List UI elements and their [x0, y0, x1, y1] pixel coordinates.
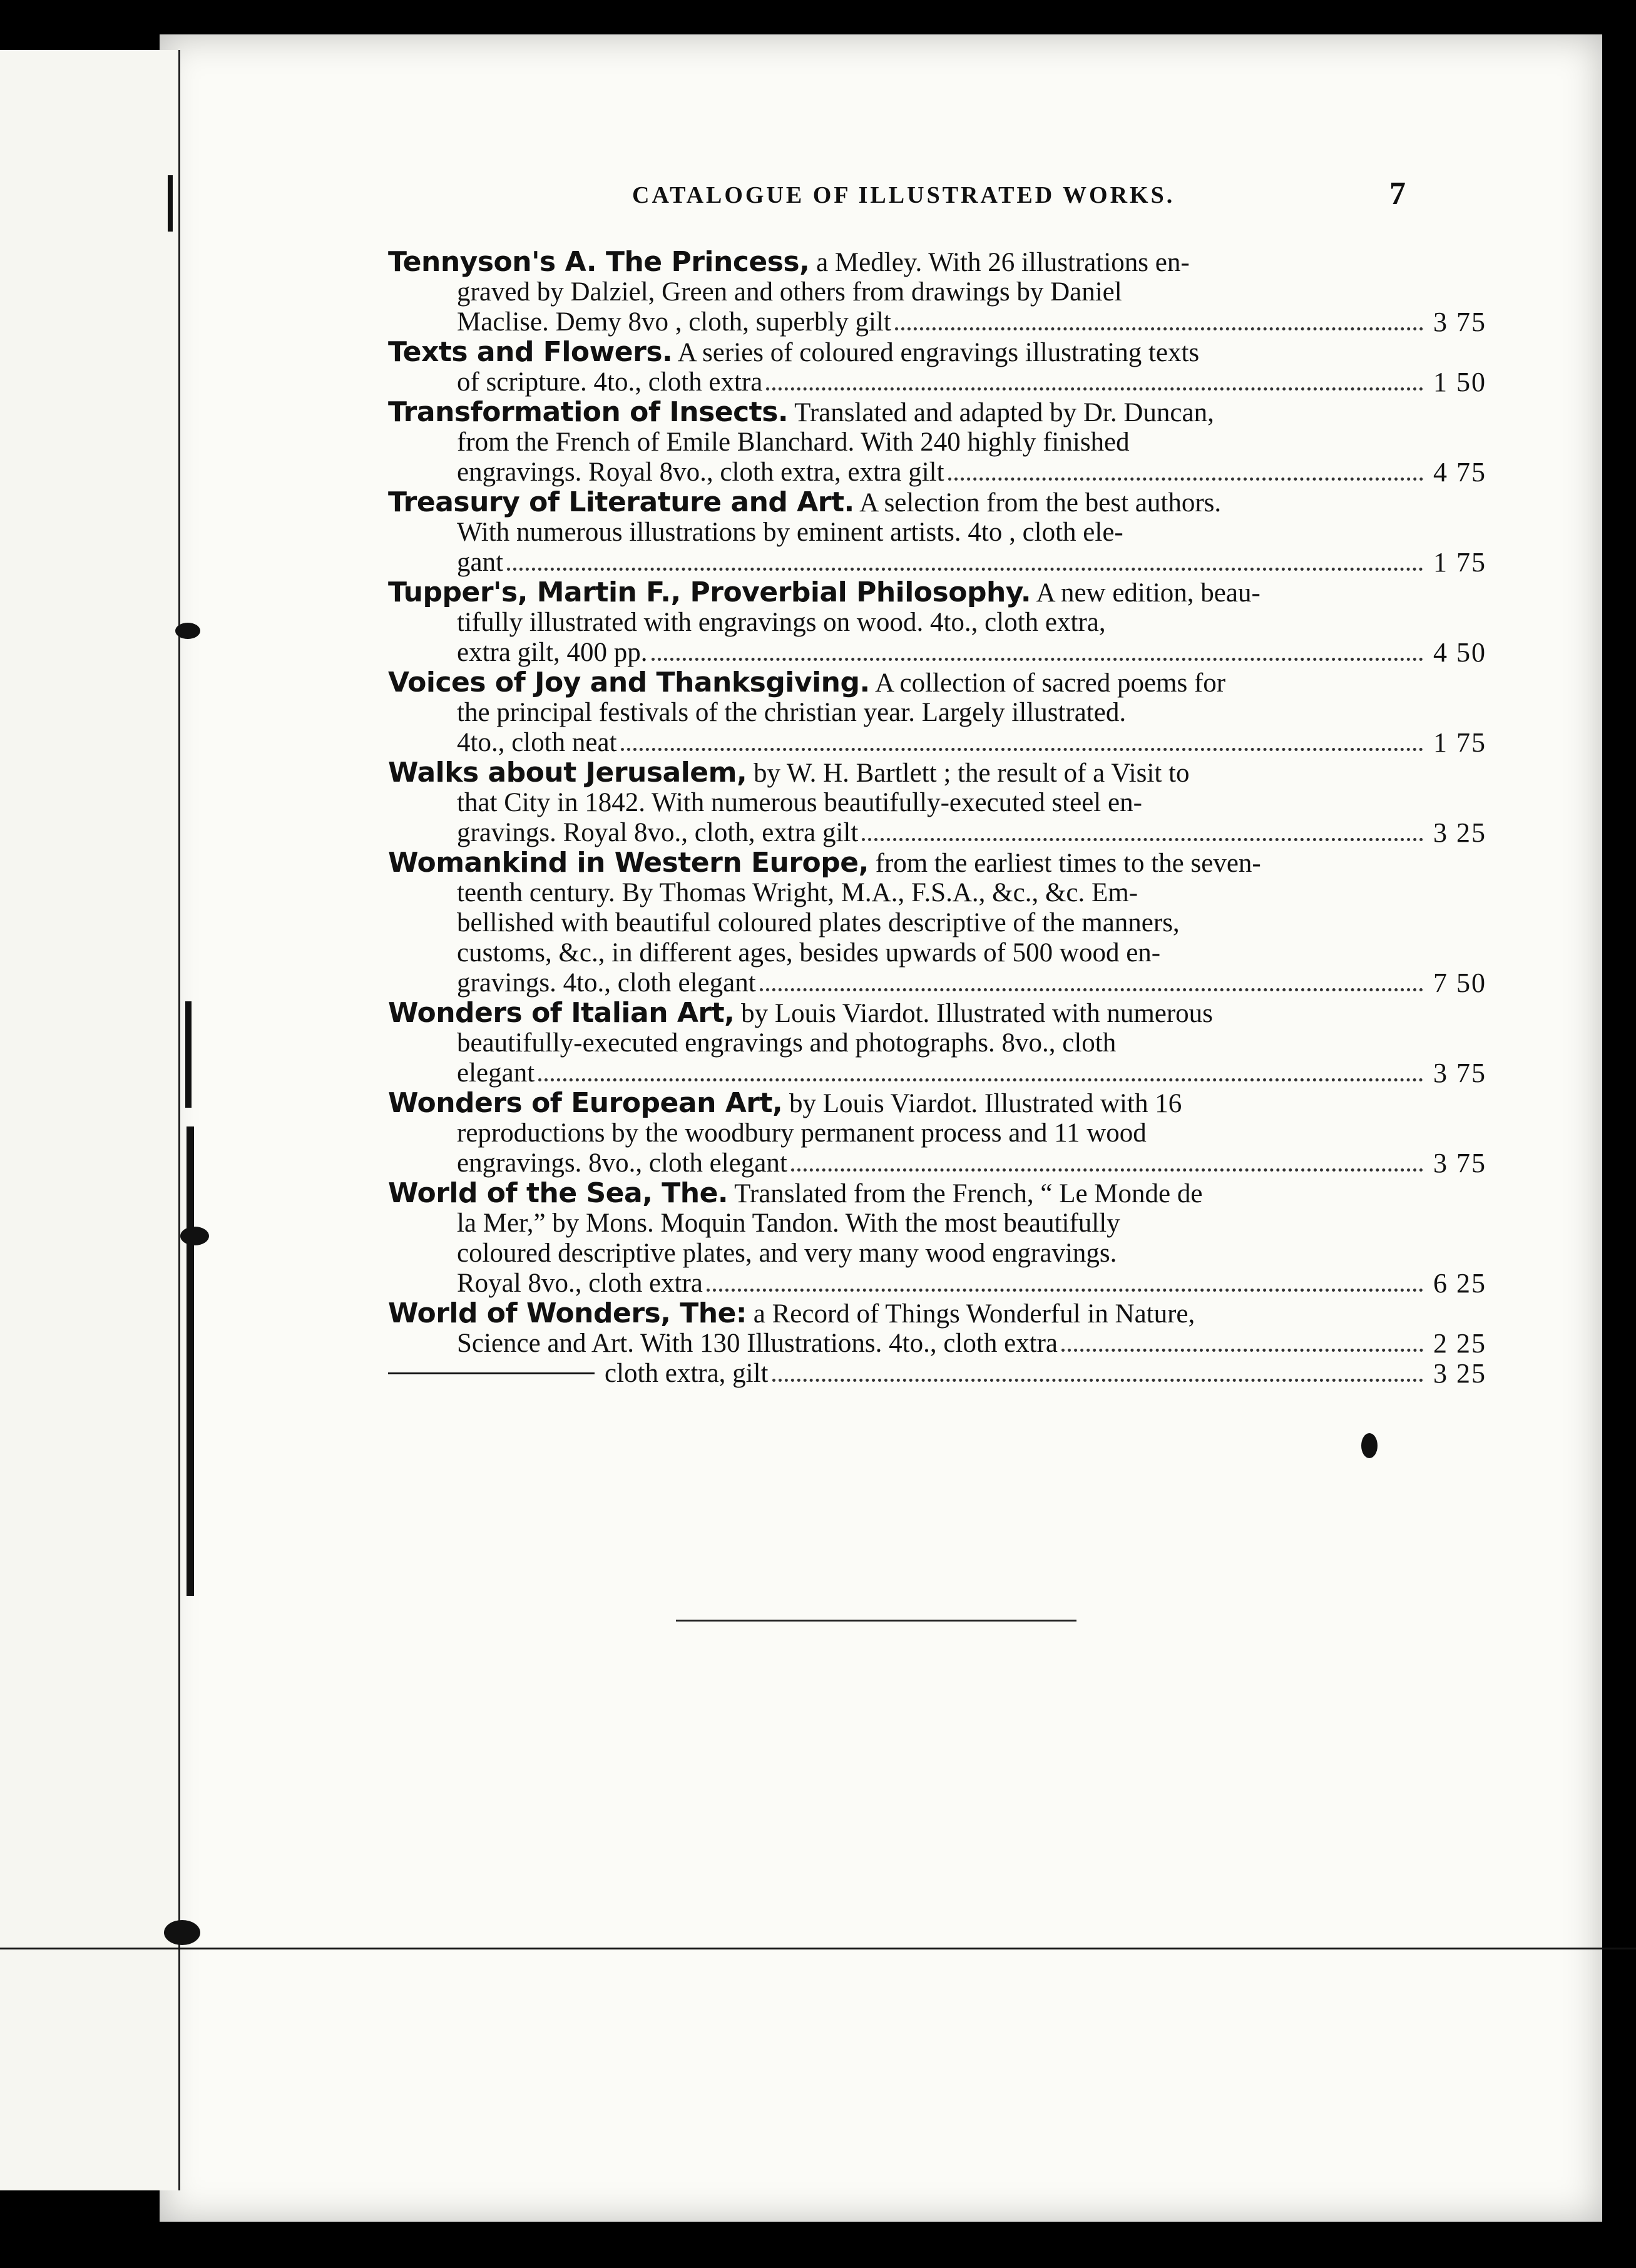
entry-text: A selection from the best authors. [859, 488, 1222, 518]
dot-leader [538, 1070, 1423, 1081]
binding-strip [0, 50, 180, 2190]
catalogue-entry [388, 576, 1486, 668]
catalogue-entry [388, 847, 1486, 998]
spine-mark-upper [168, 175, 173, 232]
entry-text: the principal festivals of the christian year. Largely illustrated. [457, 698, 1127, 727]
entry-text: bellished with beautiful coloured plates descriptive of the manners, [457, 908, 1180, 937]
entry-text: by Louis Viardot. Illustrated with 16 [789, 1089, 1182, 1118]
dot-leader [772, 1370, 1423, 1382]
entry-price: 6 25 [1433, 1268, 1486, 1299]
dot-leader [895, 319, 1423, 330]
entry-first-line [388, 337, 1427, 367]
entry-text: tifully illustrated with engravings on wood. 4to., cloth extra, [457, 608, 1106, 637]
entry-last-line [388, 968, 1486, 998]
entry-title: Voices of Joy and Thanksgiving. [388, 667, 870, 698]
entry-last-line [388, 367, 1486, 397]
catalogue-entry [388, 1087, 1486, 1178]
fold-line [0, 1948, 1636, 1949]
entry-binding: Science and Art. With 130 Illustrations. 4to., cloth extra [457, 1329, 1058, 1358]
entry-price: 4 75 [1433, 457, 1486, 488]
ink-blot [164, 1920, 200, 1945]
catalogue-entry [388, 997, 1486, 1088]
catalogue-list [388, 246, 1486, 1389]
catalogue-entry [388, 486, 1486, 578]
entry-text: reproductions by the woodbury permanent process and 11 wood [457, 1118, 1147, 1148]
entry-price: 4 50 [1433, 637, 1486, 668]
entry-title: Walks about Jerusalem, [388, 757, 747, 789]
entry-text: graved by Dalziel, Green and others from drawings by Daniel [457, 277, 1122, 307]
entry-binding: gravings. Royal 8vo., cloth, extra gilt [457, 818, 859, 847]
entry-last-line [388, 1148, 1486, 1178]
spine-mark-lower [187, 1126, 194, 1596]
entry-title: World of Wonders, The: [388, 1297, 747, 1329]
entry-title: Wonders of European Art, [388, 1087, 783, 1119]
entry-text: Translated from the French, “ Le Monde de [734, 1179, 1203, 1208]
entry-text: a Medley. With 26 illustrations en- [816, 248, 1190, 277]
entry-first-line [388, 1178, 1427, 1208]
ink-blot [1361, 1433, 1378, 1458]
variant-binding: cloth extra, gilt [605, 1359, 769, 1388]
ditto-dash [388, 1372, 595, 1374]
entry-last-line [388, 457, 1486, 488]
entry-last-line [388, 817, 1486, 848]
dot-leader [652, 649, 1423, 661]
entry-title: Treasury of Literature and Art. [388, 486, 854, 518]
entry-first-line [388, 488, 1427, 518]
entry-text: by W. H. Bartlett ; the result of a Visit to [753, 759, 1190, 788]
entry-binding: gant [457, 548, 504, 577]
entry-text: teenth century. By Thomas Wright, M.A., F.S.A., &c., &c. Em- [457, 878, 1138, 907]
entry-text: beautifully-executed engravings and photographs. 8vo., cloth [457, 1028, 1117, 1058]
entry-binding: gravings. 4to., cloth elegant [457, 968, 756, 998]
entry-text: from the earliest times to the seven- [875, 849, 1261, 878]
entry-binding: 4to., cloth neat [457, 728, 617, 757]
entry-binding: Royal 8vo., cloth extra [457, 1269, 703, 1298]
dot-leader [766, 379, 1423, 391]
dot-leader [948, 469, 1423, 481]
entry-first-line [388, 578, 1427, 608]
entry-price: 2 25 [1433, 1328, 1486, 1359]
catalogue-entry [388, 757, 1486, 848]
variant-price: 3 25 [1433, 1358, 1486, 1389]
dot-leader [862, 829, 1423, 841]
variant-line [388, 1358, 1486, 1389]
entry-first-line [388, 397, 1427, 427]
entry-price: 1 50 [1433, 367, 1486, 397]
entry-binding: engravings. 8vo., cloth elegant [457, 1148, 787, 1178]
entry-price: 1 75 [1433, 547, 1486, 578]
entry-binding: extra gilt, 400 pp. [457, 638, 648, 667]
entry-binding: of scripture. 4to., cloth extra [457, 367, 763, 397]
catalogue-entry [388, 1297, 1486, 1359]
entry-first-line [388, 247, 1427, 277]
entry-text: by Louis Viardot. Illustrated with numerous [741, 999, 1213, 1028]
entry-text: With numerous illustrations by eminent artists. 4to , cloth ele- [457, 518, 1123, 547]
entry-price: 7 50 [1433, 968, 1486, 998]
dot-leader [507, 559, 1423, 571]
entry-first-line [388, 1299, 1427, 1329]
entry-binding: Maclise. Demy 8vo , cloth, superbly gilt [457, 307, 891, 337]
dot-leader [707, 1280, 1423, 1292]
entry-text: a Record of Things Wonderful in Nature, [753, 1299, 1195, 1329]
entry-title: Tennyson's A. The Princess, [388, 246, 810, 278]
entry-text: A series of coloured engravings illustrating texts [677, 338, 1200, 367]
entry-last-line [388, 307, 1486, 337]
entry-title: Transformation of Insects. [388, 396, 789, 428]
entry-price: 1 75 [1433, 727, 1486, 758]
ink-blot [180, 1227, 209, 1245]
dot-leader [791, 1160, 1423, 1172]
entry-last-line [388, 547, 1486, 578]
entry-title: Wonders of Italian Art, [388, 997, 735, 1029]
entry-first-line [388, 668, 1427, 698]
entry-last-line [388, 1328, 1486, 1359]
ink-blot [175, 623, 200, 639]
entry-binding: elegant [457, 1058, 535, 1088]
entry-title: Texts and Flowers. [388, 336, 673, 368]
entry-last-line [388, 727, 1486, 758]
entry-text: from the French of Emile Blanchard. With 240 highly finished [457, 427, 1130, 457]
catalogue-entry [388, 1177, 1486, 1299]
entry-text: coloured descriptive plates, and very many wood engravings. [457, 1239, 1117, 1268]
page-number: 7 [1389, 176, 1406, 212]
end-rule [676, 1620, 1076, 1622]
entry-text: customs, &c., in different ages, besides upwards of 500 wood en- [457, 938, 1161, 968]
page-header: CATALOGUE OF ILLUSTRATED WORKS. [632, 182, 1175, 208]
entry-price: 3 75 [1433, 307, 1486, 337]
entry-price: 3 75 [1433, 1148, 1486, 1178]
entry-title: Tupper's, Martin F., Proverbial Philosophy. [388, 576, 1031, 608]
catalogue-entry [388, 336, 1486, 397]
entry-first-line [388, 1088, 1427, 1118]
entry-first-line [388, 998, 1427, 1028]
catalogue-entry [388, 667, 1486, 758]
dot-leader [760, 979, 1423, 991]
dot-leader [1061, 1340, 1423, 1352]
entry-first-line [388, 848, 1427, 878]
entry-text: Translated and adapted by Dr. Duncan, [794, 398, 1214, 427]
entry-text: la Mer,” by Mons. Moquin Tandon. With the most beautifully [457, 1208, 1120, 1238]
entry-title: Womankind in Western Europe, [388, 847, 869, 879]
entry-last-line [388, 637, 1486, 668]
catalogue-entry [388, 246, 1486, 337]
entry-price: 3 25 [1433, 817, 1486, 848]
entry-text: A collection of sacred poems for [875, 668, 1226, 698]
entry-text: that City in 1842. With numerous beautifully-executed steel en- [457, 788, 1142, 817]
entry-text: A new edition, beau- [1036, 578, 1260, 608]
entry-price: 3 75 [1433, 1058, 1486, 1088]
catalogue-entry [388, 396, 1486, 488]
entry-title: World of the Sea, The. [388, 1177, 729, 1209]
entry-binding: engravings. Royal 8vo., cloth extra, extra gilt [457, 457, 944, 487]
entry-last-line [388, 1268, 1486, 1299]
entry-first-line [388, 758, 1427, 788]
spine-mark-middle [185, 1001, 192, 1108]
entry-last-line [388, 1058, 1486, 1088]
dot-leader [621, 739, 1423, 751]
